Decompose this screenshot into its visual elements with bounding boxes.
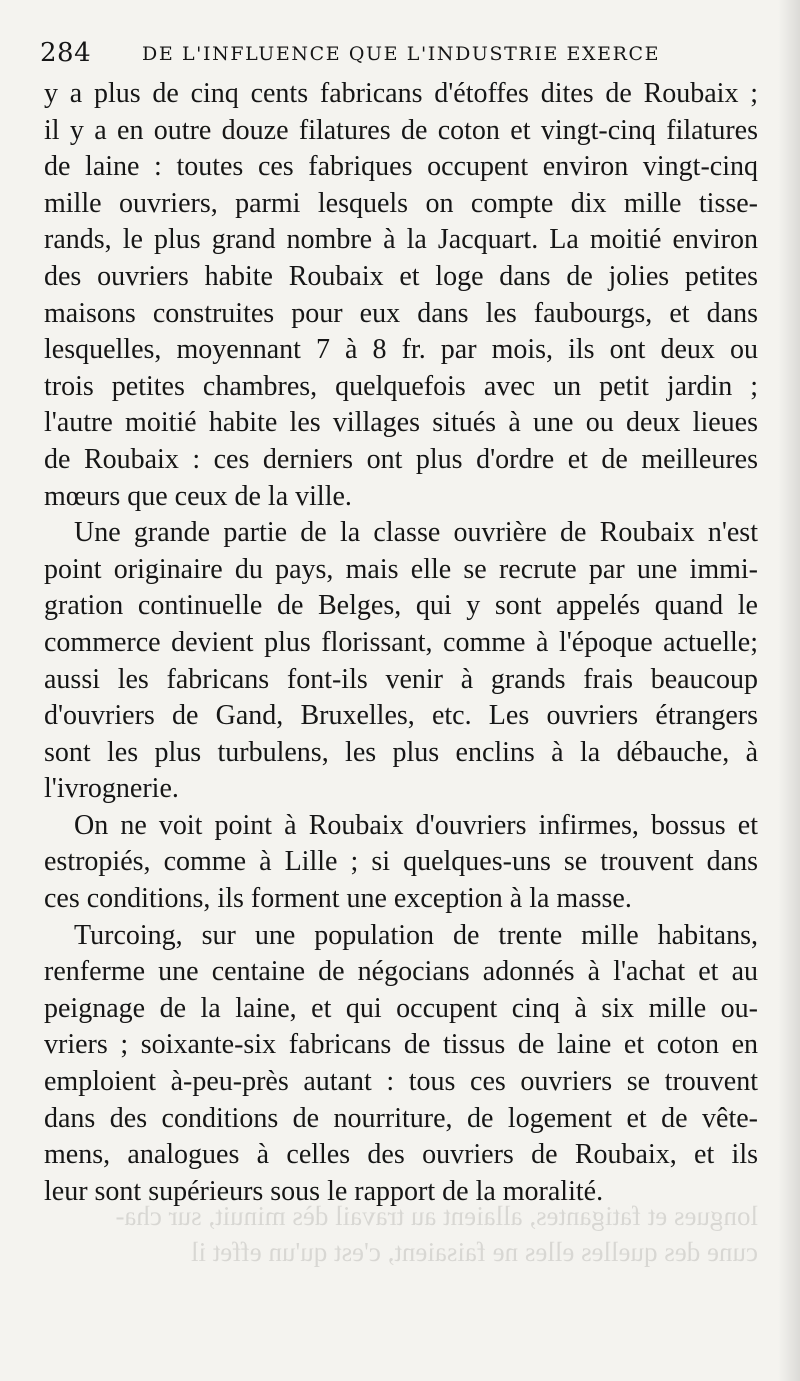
text-line: sont les plus turbulens, les plus enclins à la débauche, à — [44, 736, 758, 768]
text-line: d'ouvriers de Gand, Bruxelles, etc. Les ouvriers étrangers — [44, 700, 758, 732]
text-line: il y a en outre douze filatures de coton et vingt-cinq filatures — [44, 114, 758, 146]
body-text — [44, 76, 758, 1210]
text-line: gration continuelle de Belges, qui y sont appelés quand le — [44, 590, 758, 622]
text-line: y a plus de cinq cents fabricans d'étoffes dites de Roubaix ; — [44, 78, 758, 109]
text-line: aussi les fabricans font-ils venir à grands frais beaucoup — [44, 663, 758, 695]
text-line: renferme une centaine de négocians adonnés à l'achat et au — [44, 956, 758, 988]
text-line: Une grande partie de la classe ouvrière de Roubaix n'est — [74, 517, 758, 549]
text-line: On ne voit point à Roubaix d'ouvriers infirmes, bossus et — [74, 809, 758, 841]
show-through-line: cune des quelles elles ne faisaient, c'est qu'un effet il — [190, 1237, 758, 1267]
show-through-text — [44, 1198, 758, 1348]
text-line: emploient à-peu-près autant : tous ces ouvriers se trouvent — [44, 1066, 758, 1098]
text-line: lesquelles, moyennant 7 à 8 fr. par mois, ils ont deux ou — [44, 334, 758, 366]
text-line: dans des conditions de nourriture, de logement et de vête- — [44, 1102, 758, 1134]
text-line: peignage de la laine, et qui occupent cinq à six mille ou- — [44, 992, 758, 1024]
text-line: leur sont supérieurs sous le rapport de la moralité. — [44, 1175, 604, 1207]
show-through-line: longues et fatigantes, allaient au travail dès minuit, sur cha- — [115, 1201, 758, 1231]
text-line: ces conditions, ils forment une exception à la masse. — [44, 883, 632, 915]
text-line: estropiés, comme à Lille ; si quelques-uns se trouvent dans — [44, 846, 758, 878]
text-line: mens, analogues à celles des ouvriers de Roubaix, et ils — [44, 1139, 758, 1171]
text-line: commerce devient plus florissant, comme à l'époque actuelle; — [44, 626, 758, 658]
text-line: mœurs que ceux de la ville. — [44, 480, 352, 512]
page-edge-shadow — [778, 0, 800, 1381]
text-line: vriers ; soixante-six fabricans de tissus de laine et coton en — [44, 1029, 758, 1061]
text-line: trois petites chambres, quelquefois avec un petit jardin ; — [44, 370, 758, 402]
text-line: des ouvriers habite Roubaix et loge dans de jolies petites — [44, 260, 758, 292]
text-line: l'ivrognerie. — [44, 773, 179, 805]
text-line: mille ouvriers, parmi lesquels on compte dix mille tisse- — [44, 187, 758, 219]
page-number: 284 — [40, 38, 92, 68]
page-header — [40, 38, 770, 78]
text-line: de laine : toutes ces fabriques occupent environ vingt-cinq — [44, 151, 758, 183]
running-head: DE L'INFLUENCE QUE L'INDUSTRIE EXERCE — [142, 43, 661, 65]
text-line: Turcoing, sur une population de trente mille habitans, — [74, 919, 758, 951]
text-line: maisons construites pour eux dans les faubourgs, et dans — [44, 297, 758, 329]
text-line: l'autre moitié habite les villages situés à une ou deux lieues — [44, 407, 758, 439]
text-line: rands, le plus grand nombre à la Jacquart. La moitié environ — [44, 224, 758, 256]
text-line: point originaire du pays, mais elle se recrute par une immi- — [44, 553, 758, 585]
text-line: de Roubaix : ces derniers ont plus d'ordre et de meilleures — [44, 443, 758, 475]
